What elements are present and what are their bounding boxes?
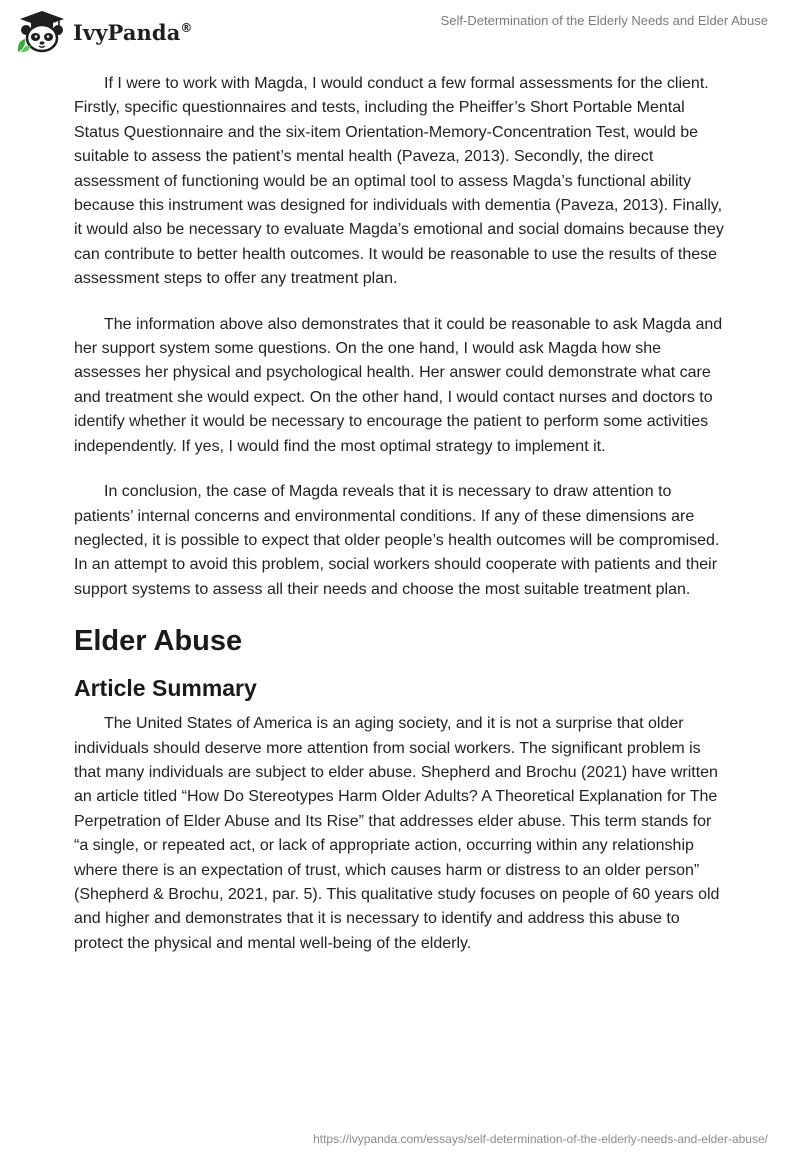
essay-body [74,72,724,977]
paragraph-questions: The information above also demonstrates that it could be reasonable to ask Magda and her support system some questions. On the one hand, I would ask Magda how she assesses her physical and psychological health. Her answer could demonstrate what care and treatment she would expect. On the other hand, I would contact nurses and doctors to identify whether it would be necessary to encourage the patient to perform some activities independently. If yes, I would find the most optimal strategy to implement it. [74,315,723,455]
page-header [0,0,800,64]
brand-name: IvyPanda® [73,19,193,45]
document-title: Self-Determination of the Elderly Needs and Elder Abuse [440,13,768,28]
paragraph-assessments: If I were to work with Magda, I would conduct a few formal assessments for the client. Firstly, specific questionnaires and tests, including the Pheiffer’s Short Portable Mental Status Questionnaire and the six-item Orientation-Memory-Concentration Test, would be suitable to assess the patient’s mental health (Paveza, 2013). Secondly, the direct assessment of functioning would be an optimal tool to assess Magda’s functional ability because this instrument was designed for individuals with dementia (Paveza, 2013). Finally, it would also be necessary to evaluate Magda’s emotional and social domains because they can contribute to better health outcomes. It would be reasonable to use the results of these assessment steps to offer any treatment plan. [74,75,724,288]
panda-graduate-icon [14,8,66,54]
subsection-heading-article-summary: Article Summary [74,675,257,702]
paragraph-article-summary: The United States of America is an aging society, and it is not a surprise that older individuals should deserve more attention from social workers. The significant problem is that many individuals are subject to elder abuse. Shepherd and Brochu (2021) have written an article titled “How Do Stereotypes Harm Older Adults? A Theoretical Explanation for The Perpetration of Elder Abuse and Its Rise” that addresses elder abuse. This term stands for “a single, or repeated act, or lack of appropriate action, occurring within any relationship where there is an expectation of trust, which causes harm or distress to an older person” (Shepherd & Brochu, 2021, par. 5). This qualitative study focuses on people of 60 years old and higher and demonstrates that it is necessary to identify and address this abuse to protect the physical and mental well-being of the elderly. [74,715,720,952]
paragraph-conclusion: In conclusion, the case of Magda reveals that it is necessary to draw attention to patients’ internal concerns and environmental conditions. If any of these dimensions are neglected, it is possible to expect that older people’s health outcomes will be compromised. In an attempt to avoid this problem, social workers should cooperate with patients and their support systems to assess all their needs and choose the most suitable treatment plan. [74,483,720,598]
section-heading-elder-abuse: Elder Abuse [74,625,243,658]
brand-logo[interactable] [14,8,193,54]
source-url[interactable]: https://ivypanda.com/essays/self-determination-of-the-elderly-needs-and-elder-abuse/ [313,1132,768,1146]
